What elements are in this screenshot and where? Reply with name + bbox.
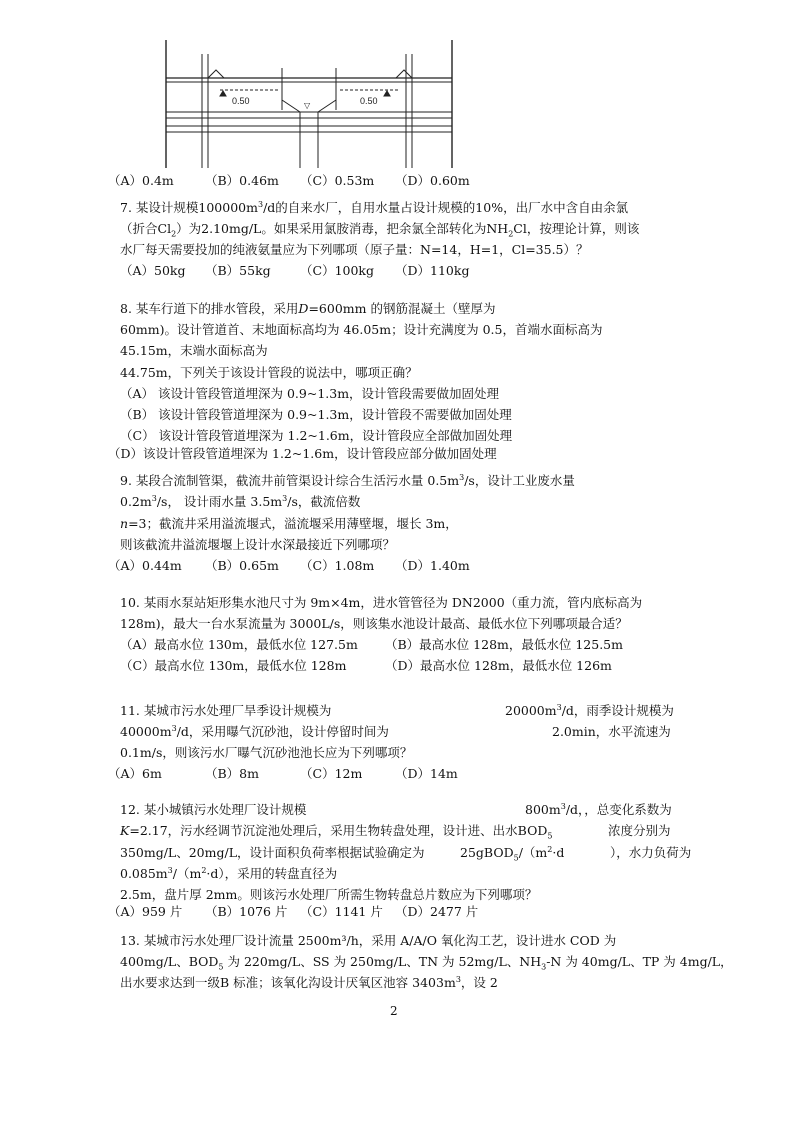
q8-line-1: 8. 某车行道下的排水管段，采用D=600mm 的钢筋混凝土（壁厚为: [120, 301, 496, 316]
q11-option-a: （A）6m: [108, 766, 162, 781]
q12-option-b: （B）1076 片: [205, 904, 288, 919]
q9-option-a: （A）0.44m: [108, 558, 182, 573]
q12-line-5: 2.5m，盘片厚 2mm。则该污水处理厂所需生物转盘总片数应为下列哪项？: [120, 887, 538, 902]
q11-line-1b: $20000m^3/d$，雨季设计规模为: [505, 702, 674, 718]
page-number: 2: [390, 1004, 398, 1018]
q7-line-1: 7. 某设计规模$100000m^3/d$的自来水厂，自用水量占设计规模的10%，出厂水中含自由余氯: [120, 199, 629, 215]
q8-line-4: 44.75m，下列关于该设计管段的说法中，哪项正确？: [120, 365, 418, 380]
q12-option-a: （A）959 片: [108, 904, 183, 919]
q9-option-d: （D）1.40m: [395, 558, 470, 573]
q13-line-3: 出水要求达到一级B 标准；该氧化沟设计厌氧区池容 $3403m^3$，设 2: [120, 974, 498, 990]
q12-line-3a: 350mg/L、20mg/L，设计面积负荷率根据试验确定为: [120, 845, 425, 860]
q11-option-b: （B）8m: [205, 766, 259, 781]
q9-option-c: （C）1.08m: [300, 558, 375, 573]
q7-line-2: （折合$Cl_2$）为2.10mg/L。如果采用氯胺消毒，把余氯全部转化为$NH_2Cl$，按理论计算，则该: [120, 221, 640, 239]
q11-line-3: 0.1m/s，则该污水厂曝气沉砂池池长应为下列哪项？: [120, 745, 413, 760]
q10-option-b: （B）最高水位 128m，最低水位 125.5m: [385, 637, 623, 652]
q12-option-d: （D）2477 片: [395, 904, 479, 919]
q10-option-c: （C）最高水位 130m，最低水位 128m: [120, 658, 347, 673]
q8-option-d: （D）该设计管段管道埋深为 1.2~1.6m，设计管段应部分做加固处理: [108, 446, 497, 461]
figure-label-left: 0.50: [232, 96, 250, 106]
q7-option-d: （D）110kg: [395, 263, 470, 278]
q9-line-4: 则该截流井溢流堰堰上设计水深最接近下列哪项？: [120, 537, 396, 552]
q7-line-3: 水厂每天需要投加的纯液氨量应为下列哪项（原子量：N=14，H=1，Cl=35.5）？: [120, 242, 589, 257]
q10-option-a: （A）最高水位 130m，最低水位 127.5m: [120, 637, 358, 652]
q9-line-3: n=3；截流井采用溢流堰式，溢流堰采用薄壁堰，堰长 3m，: [120, 516, 458, 531]
q13-line-1: 13. 某城市污水处理厂设计流量 2500m³/h，采用 A/A/O 氧化沟工艺，设计进水 COD 为: [120, 933, 617, 948]
q7-option-a: （A）50kg: [120, 263, 186, 278]
q10-option-d: （D）最高水位 128m，最低水位 126m: [385, 658, 612, 673]
q8-option-a: （A） 该设计管段管道埋深为 0.9~1.3m，设计管段需要做加固处理: [120, 386, 500, 401]
q12-line-1a: 12. 某小城镇污水处理厂设计规模: [120, 802, 307, 817]
figure-label-mid: ▽: [304, 101, 311, 110]
q13-line-2: 400mg/L、$BOD_5$ 为 220mg/L、SS 为 250mg/L、TN 为 52mg/L、$NH_3-N$ 为 40mg/L、TP 为 4mg/L，: [120, 954, 733, 972]
q9-line-1: 9. 某段合流制管渠，截流井前管渠设计综合生活污水量 $0.5m^3/s$，设计工业废水量: [120, 472, 575, 488]
q8-option-c: （C） 该设计管段管道埋深为 1.2~1.6m，设计管段应全部做加固处理: [120, 428, 513, 443]
q12-line-1b: $800m^3/d$，，总变化系数为: [525, 801, 672, 817]
q11-line-2b: 2.0min，水平流速为: [552, 724, 671, 739]
q10-line-2: 128m)，最大一台水泵流量为 3000L/s，则该集水池设计最高、最低水位下列哪项最合适？: [120, 616, 628, 631]
q12-line-2b: 浓度分别为: [608, 823, 671, 838]
q10-line-1: 10. 某雨水泵站矩形集水池尺寸为 9m×4m，进水管管径为 DN2000（重力流，管内底标高为: [120, 595, 643, 610]
q12-line-4: $0.085m^3/(m^2\cdot d)$，采用的转盘直径为: [120, 865, 338, 881]
q9-option-b: （B）0.65m: [205, 558, 279, 573]
q11-line-1a: 11. 某城市污水处理厂旱季设计规模为: [120, 703, 332, 718]
q6-option-a: （A）0.4m: [108, 173, 174, 188]
q6-option-c: （C）0.53m: [300, 173, 375, 188]
q11-option-d: （D）14m: [395, 766, 458, 781]
q7-option-c: （C）100kg: [300, 263, 374, 278]
q8-line-3: 45.15m，末端水面标高为: [120, 343, 268, 358]
q12-line-2a: K=2.17，污水经调节沉淀池处理后，采用生物转盘处理，设计进、出水$BOD_5$: [120, 823, 553, 841]
q12-line-3c: ），水力负荷为: [610, 845, 692, 860]
channel-cross-section-figure: [160, 40, 460, 170]
figure-label-right: 0.50: [360, 96, 378, 106]
q12-line-3b: $25gBOD_5/(m^2\cdot d$: [460, 844, 565, 863]
q6-option-d: （D）0.60m: [395, 173, 470, 188]
q9-line-2: $0.2m^3/s$， 设计雨水量 $3.5m^3/s$，截流倍数: [120, 493, 361, 509]
q6-option-b: （B）0.46m: [205, 173, 279, 188]
q11-option-c: （C）12m: [300, 766, 363, 781]
q8-option-b: （B） 该设计管段管道埋深为 0.9~1.3m，设计管段不需要做加固处理: [120, 407, 512, 422]
q12-option-c: （C）1141 片: [300, 904, 383, 919]
q8-line-2: 60mm)。设计管道首、末地面标高均为 46.05m；设计充满度为 0.5，首端水面标高为: [120, 322, 603, 337]
q7-option-b: （B）55kg: [205, 263, 271, 278]
q11-line-2a: $40000m^3/d$，采用曝气沉砂池，设计停留时间为: [120, 723, 389, 739]
